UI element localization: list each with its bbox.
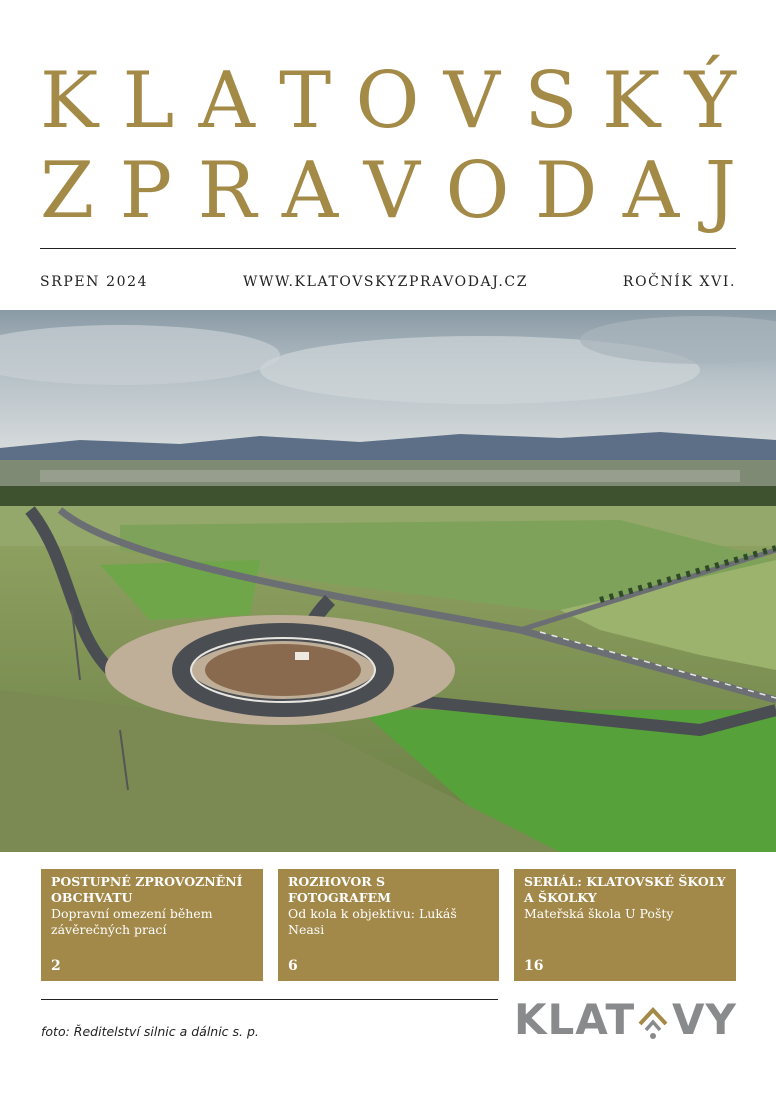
masthead-letter: J	[704, 146, 736, 236]
article-teaser[interactable]	[41, 869, 263, 981]
masthead-letter: P	[119, 146, 173, 236]
article-subtitle: Dopravní omezení během závěrečných prací	[51, 906, 213, 937]
cover-photo	[0, 310, 776, 852]
article-teaser[interactable]	[514, 869, 736, 981]
cover-photo-illustration	[0, 310, 776, 852]
masthead-letter: S	[524, 56, 578, 146]
masthead-letter: R	[197, 146, 257, 236]
masthead-letter: L	[122, 56, 175, 146]
divider	[41, 999, 498, 1000]
article-title: POSTUPNÉ ZPROVOZNĚNÍ OBCHVATU	[51, 874, 243, 905]
map-pin-icon	[636, 1002, 670, 1042]
logo-text-right: VY	[672, 995, 737, 1044]
masthead-letter: A	[281, 146, 339, 236]
masthead-letter: A	[198, 56, 255, 146]
website-link[interactable]: WWW.KLATOVSKYZPRAVODAJ.CZ	[242, 274, 529, 290]
masthead-letter: V	[443, 56, 500, 146]
masthead-letter: O	[355, 56, 420, 146]
masthead-letter: Ý	[684, 56, 736, 146]
masthead-letter: K	[601, 56, 661, 146]
masthead-letter: T	[279, 56, 332, 146]
masthead-letter: O	[445, 146, 510, 236]
issue-info-bar	[40, 274, 736, 290]
article-subtitle: Od kola k objektivu: Lukáš Neasi	[288, 906, 457, 937]
article-title: SERIÁL: KLATOVSKÉ ŠKOLY A ŠKOLKY	[524, 874, 726, 905]
page-number: 2	[51, 958, 61, 974]
masthead-letter: D	[534, 146, 598, 236]
divider	[40, 248, 736, 249]
masthead-line-1	[40, 56, 736, 146]
klatovy-logo	[514, 996, 736, 1044]
page-number: 16	[524, 958, 544, 974]
article-subtitle: Mateřská škola U Pošty	[524, 906, 674, 921]
photo-credit: foto: Ředitelství silnic a dálnic s. p.	[41, 1024, 259, 1039]
masthead-letter: Z	[40, 146, 95, 236]
logo-text-left: KLAT	[514, 995, 636, 1044]
masthead-letter: K	[40, 56, 99, 146]
masthead-letter: V	[363, 146, 420, 236]
article-teasers	[41, 869, 736, 981]
article-teaser[interactable]	[278, 869, 499, 981]
masthead-line-2	[40, 146, 736, 236]
issue-date: SRPEN 2024	[40, 274, 149, 290]
volume-number: ROČNÍK XVI.	[622, 274, 736, 290]
article-title: ROZHOVOR S FOTOGRAFEM	[288, 874, 391, 905]
page-number: 6	[288, 958, 298, 974]
masthead-letter: A	[622, 146, 680, 236]
